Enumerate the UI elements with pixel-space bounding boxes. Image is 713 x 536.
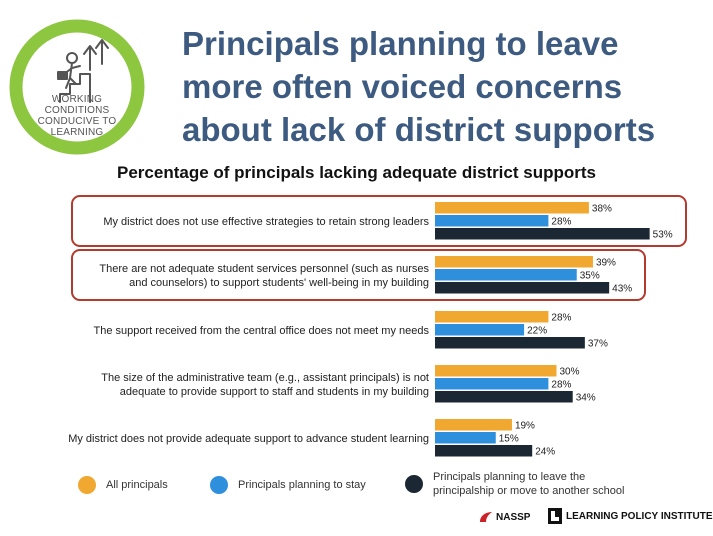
- data-label: 28%: [551, 216, 572, 228]
- data-label: 15%: [498, 433, 519, 445]
- lpi-logo-text: LEARNING POLICY INSTITUTE: [566, 510, 713, 522]
- category-label: adequate to provide support to staff and students in my building: [119, 385, 429, 398]
- legend-label-leave-line: Principals planning to leave the: [433, 471, 586, 483]
- legend-label-all: All principals: [106, 479, 168, 491]
- category-label: There are not adequate student services personnel (such as nurses: [99, 262, 429, 275]
- data-label: 30%: [559, 366, 580, 378]
- bar: [435, 215, 548, 227]
- data-label: 37%: [587, 338, 608, 350]
- data-label: 28%: [551, 379, 572, 391]
- legend-swatch-all: [78, 476, 96, 494]
- category-label: and counselors) to support students' well-being in my building: [129, 276, 429, 289]
- bar: [435, 256, 593, 268]
- bar: [435, 282, 609, 294]
- legend-item-leave: [405, 470, 624, 498]
- nassp-mark-icon: [478, 510, 494, 524]
- data-label: 19%: [514, 420, 535, 432]
- category-label: The support received from the central office does not meet my needs: [93, 324, 429, 337]
- category-label: My district does not provide adequate support to advance student learning: [68, 432, 429, 445]
- legend-label-leave-line: principalship or move to another school: [433, 485, 625, 497]
- lpi-mark-icon: [548, 508, 562, 524]
- category-label: My district does not use effective strategies to retain strong leaders: [103, 215, 429, 228]
- lpi-logo: [548, 508, 713, 524]
- page-title-line: Principals planning to leave: [182, 25, 619, 62]
- chart-title: Percentage of principals lacking adequate district supports: [117, 163, 596, 182]
- bar: [435, 432, 496, 444]
- data-label: 38%: [591, 203, 612, 215]
- nassp-logo-text: NASSP: [496, 511, 531, 523]
- legend-swatch-leave: [405, 475, 423, 493]
- data-label: 24%: [535, 446, 556, 458]
- bar: [435, 228, 650, 240]
- bar: [435, 337, 585, 349]
- badge-text: WORKING CONDITIONS CONDUCIVE TO LEARNING: [37, 94, 117, 138]
- legend-item-stay: [210, 476, 366, 494]
- data-label: 43%: [612, 283, 633, 295]
- nassp-logo: [478, 510, 530, 524]
- data-label: 35%: [579, 270, 600, 282]
- bar: [435, 445, 532, 457]
- data-label: 39%: [595, 257, 616, 269]
- bar: [435, 269, 577, 281]
- bar: [435, 391, 573, 403]
- data-label: 22%: [527, 325, 548, 337]
- category-label: The size of the administrative team (e.g., assistant principals) is not: [101, 371, 429, 384]
- legend-swatch-stay: [210, 476, 228, 494]
- bar: [435, 324, 524, 336]
- legend-item-all: [78, 476, 168, 494]
- bar: [435, 365, 557, 377]
- bar: [435, 311, 548, 323]
- bar: [435, 202, 589, 214]
- legend-label-leave: [433, 470, 624, 498]
- page-title-line: more often voiced concerns: [182, 68, 623, 105]
- data-label: 34%: [575, 392, 596, 404]
- bar: [435, 378, 548, 390]
- bar: [435, 419, 512, 431]
- page-title-line: about lack of district supports: [182, 111, 656, 148]
- data-label: 28%: [551, 312, 572, 324]
- data-label: 53%: [652, 229, 673, 241]
- legend-label-stay: Principals planning to stay: [238, 479, 366, 491]
